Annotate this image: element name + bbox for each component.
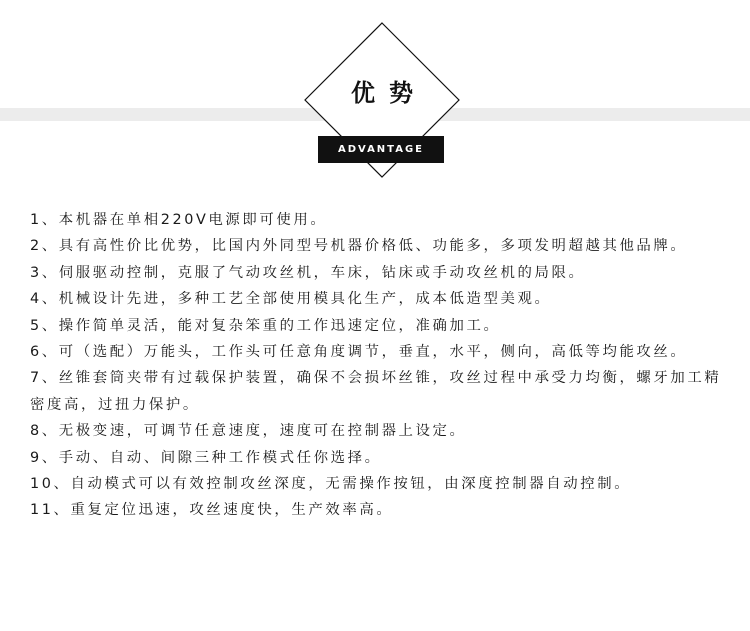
feature-item: 3、伺服驱动控制，克服了气动攻丝机，车床，钻床或手动攻丝机的局限。 (30, 264, 586, 281)
feature-item: 1、本机器在单相220V电源即可使用。 (30, 212, 328, 228)
feature-item: 10、自动模式可以有效控制攻丝深度，无需操作按钮，由深度控制器自动控制。 (30, 476, 632, 493)
section-title: 优势 (351, 79, 427, 107)
feature-item: 9、手动、自动、间隙三种工作模式任你选择。 (30, 449, 382, 466)
feature-item: 11、重复定位迅速，攻丝速度快，生产效率高。 (30, 502, 394, 519)
feature-item: 7、丝锥套筒夹带有过载保护装置，确保不会损坏丝锥，攻丝过程中承受力均衡，螺牙加工精密度高，过扭力保护。 (30, 370, 722, 413)
feature-item: 6、可（选配）万能头，工作头可任意角度调节，垂直，水平，侧向，高低等均能攻丝。 (30, 344, 688, 361)
feature-item: 4、机械设计先进，多种工艺全部使用模具化生产，成本低造型美观。 (30, 291, 552, 308)
feature-item: 8、无极变速，可调节任意速度，速度可在控制器上设定。 (30, 423, 467, 440)
feature-item: 5、操作简单灵活，能对复杂笨重的工作迅速定位，准确加工。 (30, 317, 501, 334)
feature-item: 2、具有高性价比优势，比国内外同型号机器价格低、功能多，多项发明超越其他品牌。 (30, 238, 688, 255)
feature-list (30, 207, 730, 524)
section-subtitle: ADVANTAGE (318, 136, 444, 163)
